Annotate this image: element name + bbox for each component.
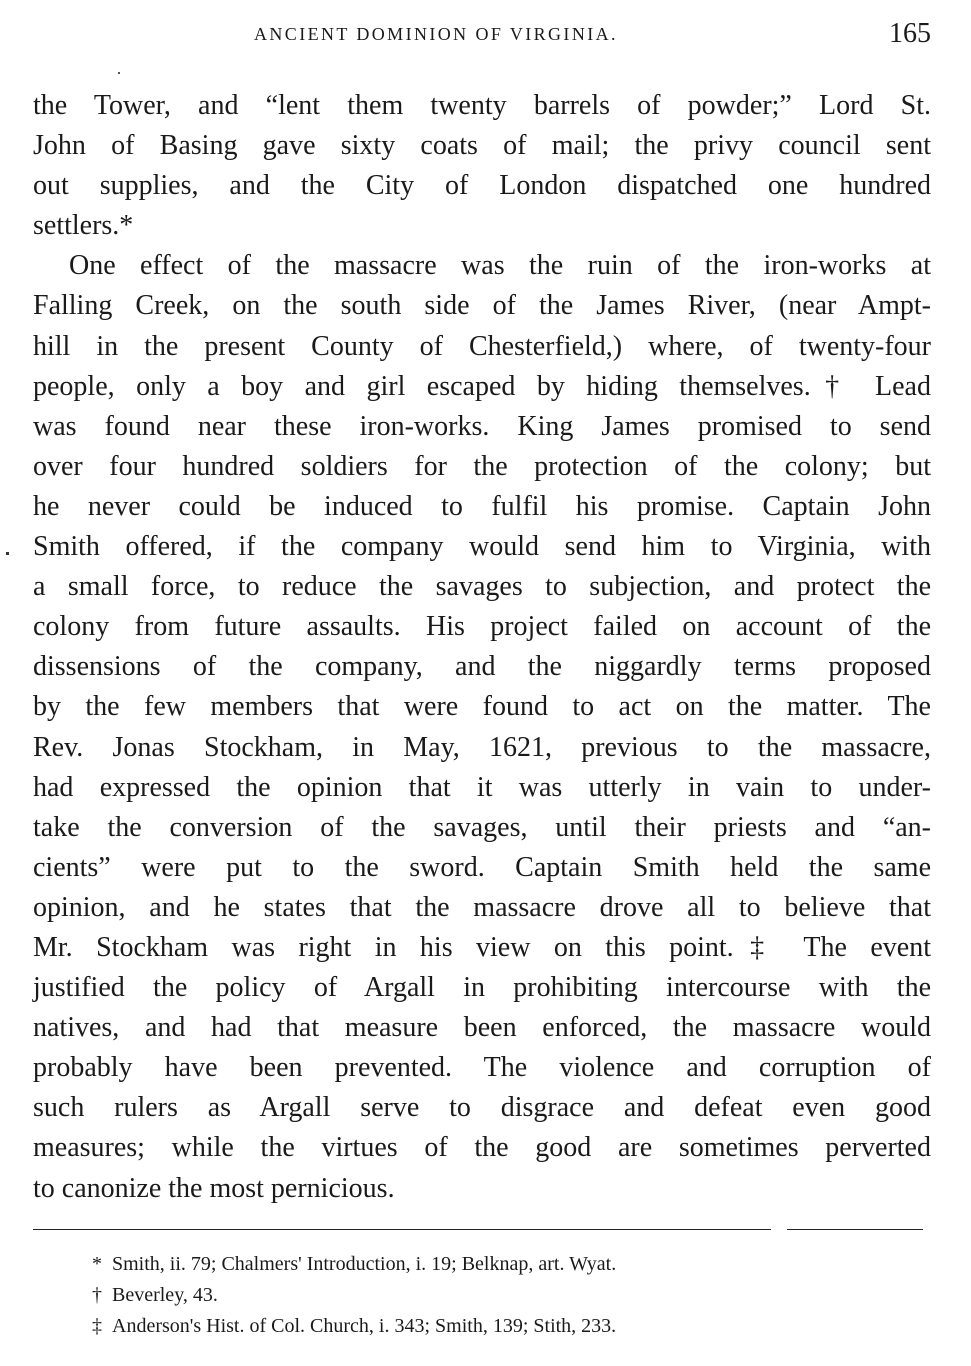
running-head (0, 18, 971, 54)
body-line: Falling Creek, on the south side of the James River, (near Ampt- (33, 290, 931, 322)
body-line: Smith offered, if the company would send him to Virginia, with (33, 531, 931, 563)
page-number: 165 (889, 18, 931, 49)
footnote-text: Smith, ii. 79; Chalmers' Introduction, i. 19; Belknap, art. Wyat. (112, 1253, 617, 1275)
body-line: people, only a boy and girl escaped by hiding themselves.† Lead (33, 370, 931, 402)
body-line: cients” were put to the sword. Captain Smith held the same (33, 851, 931, 883)
body-line: the Tower, and “lent them twenty barrels of powder;” Lord St. (33, 90, 931, 121)
body-line: take the conversion of the savages, until their priests and “an- (33, 811, 931, 843)
body-line: settlers.* (33, 210, 134, 242)
body-line: was found near these iron-works. King James promised to send (33, 410, 931, 442)
body-line: Mr. Stockham was right in his view on this point.‡ The event (33, 931, 931, 963)
footnote-rule-end (787, 1229, 923, 1230)
body-line: such rulers as Argall serve to disgrace and defeat even good (33, 1092, 931, 1124)
footnote-rule (33, 1229, 771, 1230)
body-line: he never could be induced to fulfil his promise. Captain John (33, 490, 931, 522)
body-line: Rev. Jonas Stockham, in May, 1621, previous to the massacre, (33, 731, 931, 763)
body-line: measures; while the virtues of the good are sometimes perverted (33, 1132, 931, 1164)
body-line: opinion, and he states that the massacre drove all to believe that (33, 891, 931, 923)
body-line: dissensions of the company, and the niggardly terms proposed (33, 651, 931, 683)
body-line: justified the policy of Argall in prohibiting intercourse with the (33, 972, 931, 1004)
body-line: colony from future assaults. His project failed on account of the (33, 611, 931, 643)
body-line: One effect of the massacre was the ruin of the iron-works at (69, 250, 931, 282)
body-line: John of Basing gave sixty coats of mail; the privy council sent (33, 130, 931, 162)
footnote-mark: * (92, 1253, 102, 1275)
body-line: probably have been prevented. The violence and corruption of (33, 1052, 931, 1084)
body-line: by the few members that were found to act on the matter. The (33, 691, 931, 723)
body-line: natives, and had that measure been enforced, the massacre would (33, 1012, 931, 1044)
running-title: ANCIENT DOMINION OF VIRGINIA. (254, 24, 618, 44)
body-text (33, 86, 931, 1209)
margin-speck (6, 552, 9, 555)
footnote-text: Beverley, 43. (112, 1284, 218, 1306)
body-line: a small force, to reduce the savages to subjection, and protect the (33, 571, 931, 603)
footnote-mark: † (92, 1284, 102, 1306)
footnote (92, 1249, 872, 1280)
print-speck (118, 72, 120, 74)
footnote-mark: ‡ (92, 1315, 102, 1337)
body-line: to canonize the most pernicious. (33, 1172, 395, 1204)
footnote (92, 1311, 872, 1342)
footnote-text: Anderson's Hist. of Col. Church, i. 343; Smith, 139; Stith, 233. (112, 1315, 617, 1337)
body-line: had expressed the opinion that it was utterly in vain to under- (33, 771, 931, 803)
footnote (92, 1280, 872, 1311)
body-line: out supplies, and the City of London dispatched one hundred (33, 170, 931, 202)
body-line: over four hundred soldiers for the protection of the colony; but (33, 450, 931, 482)
body-line: hill in the present County of Chesterfield,) where, of twenty-four (33, 330, 931, 362)
footnotes (92, 1249, 872, 1342)
